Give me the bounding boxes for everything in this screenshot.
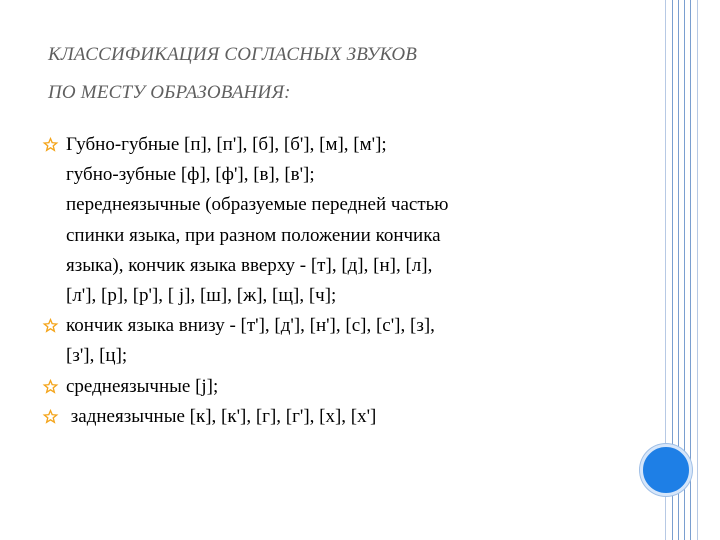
list-item-line: заднеязычные [к], [к'], [г], [г'], [х], [х']: [66, 405, 377, 427]
list-item-line: среднеязычные [j];: [66, 375, 219, 397]
list-item-line: Губно-губные [п], [п'], [б], [б'], [м], [м'];: [66, 134, 387, 155]
list-item: [42, 130, 642, 311]
list-item-line: кончик языка внизу - [т'], [д'], [н'], [с], [с'], [з],: [66, 315, 435, 337]
star-bullet-icon: [42, 378, 59, 395]
list-item: [42, 402, 642, 432]
list-item-line: губно-зубные [ф], [ф'], [в], [в'];: [66, 164, 315, 186]
list-item-line: [з'], [ц];: [66, 345, 128, 367]
list-item-line: переднеязычные (образуемые передней частью: [66, 194, 449, 216]
list-item-line: языка), кончик языка вверху - [т], [д], [н], [л],: [66, 254, 433, 276]
list-item: [42, 372, 642, 402]
list-item-line: [л'], [р], [р'], [ j], [ш], [ж], [щ], [ч];: [66, 285, 337, 307]
list-item-line: спинки языка, при разном положении кончика: [66, 224, 441, 246]
blue-circle-icon: [640, 444, 692, 496]
list-item: [42, 311, 642, 371]
decorative-rail: [697, 0, 698, 540]
decorative-rail: [690, 0, 691, 540]
star-bullet-icon: [42, 408, 59, 425]
slide-title: [48, 36, 648, 112]
star-bullet-icon: [42, 317, 59, 334]
star-bullet-icon: [42, 136, 59, 153]
title-line-2: ПО МЕСТУ ОБРАЗОВАНИЯ:: [48, 82, 291, 103]
bullet-list: [42, 130, 642, 432]
title-line-1: КЛАССИФИКАЦИЯ СОГЛАСНЫХ ЗВУКОВ: [48, 44, 418, 65]
